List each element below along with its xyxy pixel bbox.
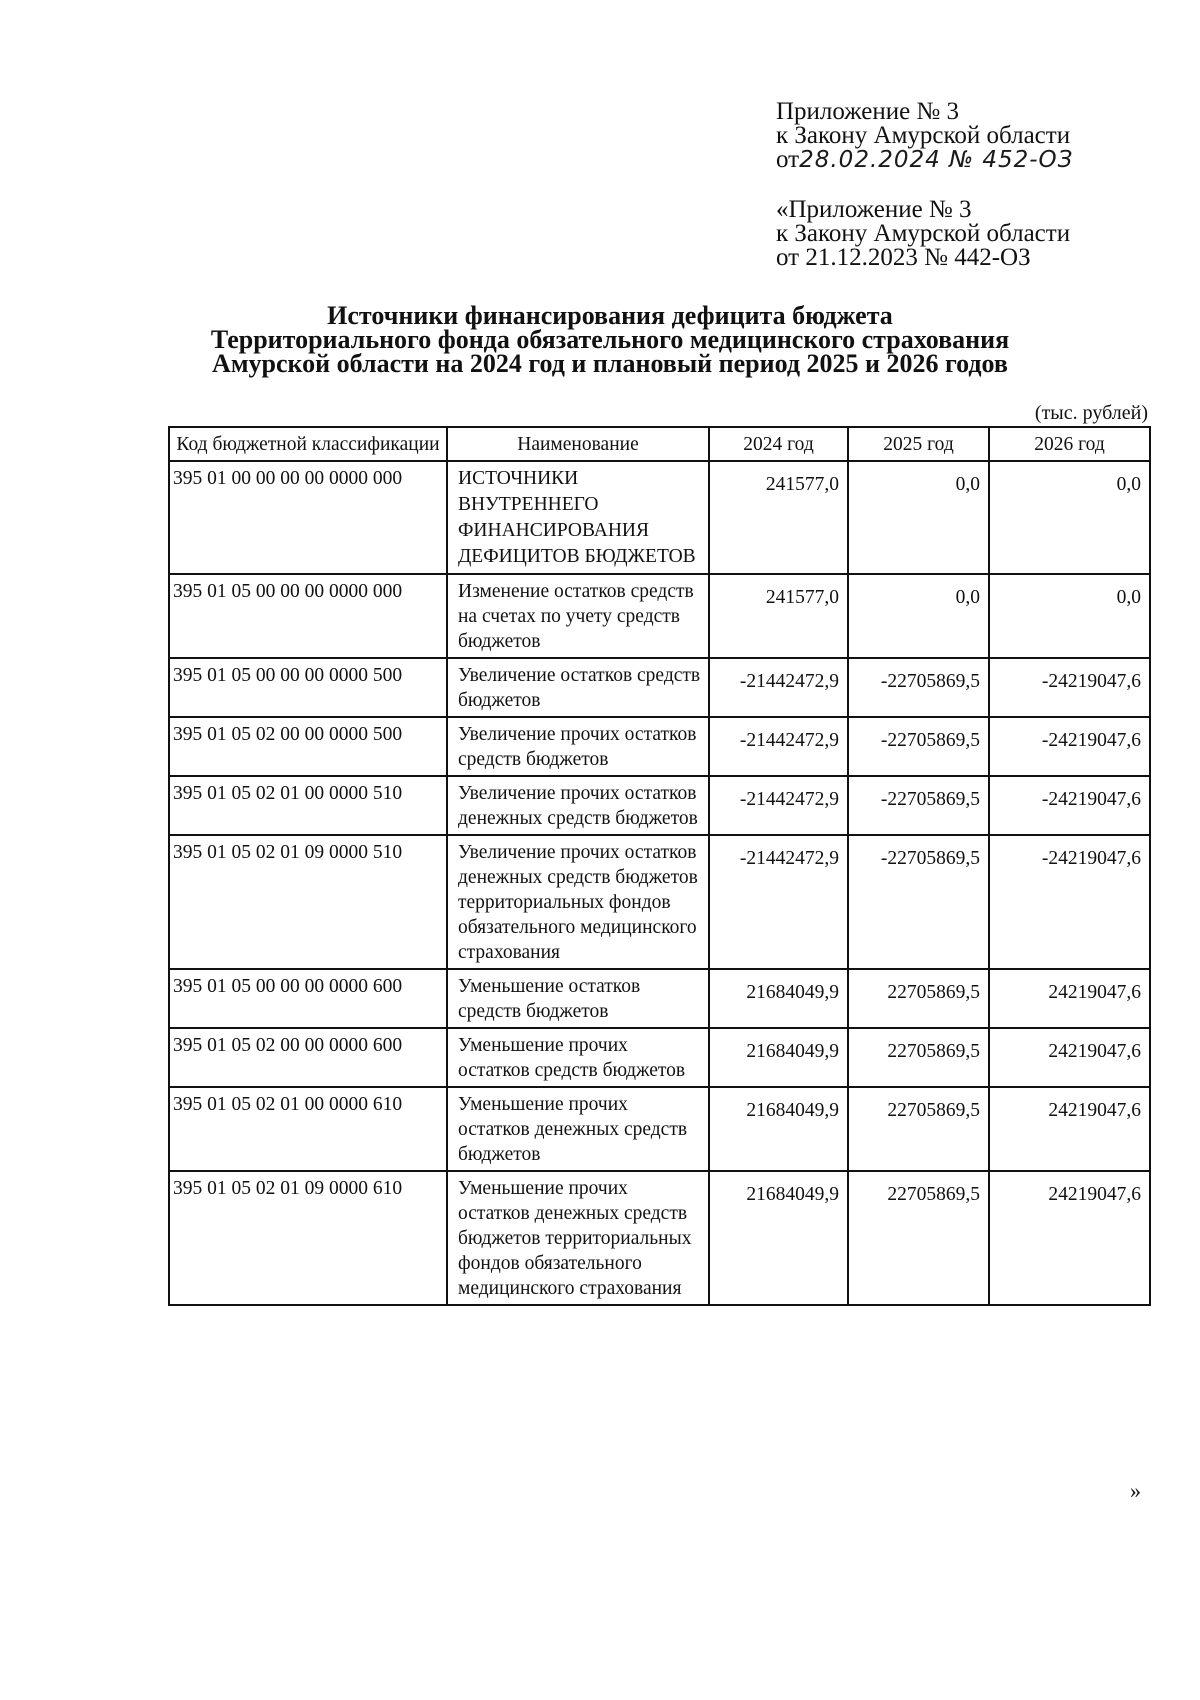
header-code: Код бюджетной классификации <box>169 427 447 461</box>
code-cell: 395 01 05 02 00 00 0000 500 <box>169 717 447 776</box>
table-row <box>169 776 1150 835</box>
appendix-previous-block <box>776 198 1070 270</box>
appendix-current-block <box>776 100 1073 172</box>
header-2025: 2025 год <box>848 427 989 461</box>
financing-sources-table <box>168 426 1151 1306</box>
code-cell: 395 01 00 00 00 00 0000 000 <box>169 461 447 574</box>
appendix-current-date-prefix: от <box>776 146 800 173</box>
name-cell: Увеличение прочих остатков средств бюджетов <box>447 717 709 776</box>
value-2026-cell: -24219047,6 <box>989 658 1150 717</box>
value-2025-cell: -22705869,5 <box>848 658 989 717</box>
name-cell: ИСТОЧНИКИ ВНУТРЕННЕГО ФИНАНСИРОВАНИЯ ДЕФИЦИТОВ БЮДЖЕТОВ <box>447 461 709 574</box>
value-2024-cell: -21442472,9 <box>709 835 848 969</box>
header-2024: 2024 год <box>709 427 848 461</box>
code-cell: 395 01 05 02 00 00 0000 600 <box>169 1028 447 1087</box>
appendix-previous-line1: «Приложение № 3 <box>776 196 972 223</box>
table-body <box>169 461 1150 1305</box>
title-line3: Амурской области на 2024 год и плановый период 2025 и 2026 годов <box>212 349 1008 378</box>
table-row <box>169 1028 1150 1087</box>
value-2026-cell: -24219047,6 <box>989 717 1150 776</box>
value-2025-cell: -22705869,5 <box>848 835 989 969</box>
document-title <box>140 301 1080 378</box>
handwritten-law-date-number: 28.02.2024 № 452-ОЗ <box>799 147 1074 173</box>
value-2026-cell: 24219047,6 <box>989 1171 1150 1305</box>
name-cell: Уменьшение остатков средств бюджетов <box>447 969 709 1028</box>
value-2026-cell: 0,0 <box>989 461 1150 574</box>
value-2025-cell: 22705869,5 <box>848 969 989 1028</box>
unit-label: (тыс. рублей) <box>1034 402 1148 424</box>
title-line2: Территориального фонда обязательного медицинского страхования <box>210 325 1010 354</box>
name-cell: Уменьшение прочих остатков денежных средств бюджетов территориальных фондов обязательного медицинского страхования <box>447 1171 709 1305</box>
value-2024-cell: 21684049,9 <box>709 1171 848 1305</box>
code-cell: 395 01 05 02 01 00 0000 610 <box>169 1087 447 1171</box>
name-cell: Уменьшение прочих остатков денежных средств бюджетов <box>447 1087 709 1171</box>
value-2026-cell: 24219047,6 <box>989 969 1150 1028</box>
code-cell: 395 01 05 00 00 00 0000 500 <box>169 658 447 717</box>
value-2024-cell: 241577,0 <box>709 461 848 574</box>
value-2024-cell: 21684049,9 <box>709 969 848 1028</box>
value-2025-cell: 22705869,5 <box>848 1171 989 1305</box>
value-2024-cell: 21684049,9 <box>709 1087 848 1171</box>
table-header-row <box>169 427 1150 461</box>
name-cell: Увеличение прочих остатков денежных средств бюджетов <box>447 776 709 835</box>
value-2026-cell: 24219047,6 <box>989 1028 1150 1087</box>
value-2026-cell: 24219047,6 <box>989 1087 1150 1171</box>
value-2025-cell: 0,0 <box>848 461 989 574</box>
code-cell: 395 01 05 00 00 00 0000 600 <box>169 969 447 1028</box>
table-row <box>169 658 1150 717</box>
value-2024-cell: 241577,0 <box>709 574 848 658</box>
table-row <box>169 835 1150 969</box>
value-2026-cell: -24219047,6 <box>989 776 1150 835</box>
table-row <box>169 1087 1150 1171</box>
name-cell: Увеличение прочих остатков денежных средств бюджетов территориальных фондов обязательного медицинского страхования <box>447 835 709 969</box>
name-cell: Изменение остатков средств на счетах по учету средств бюджетов <box>447 574 709 658</box>
code-cell: 395 01 05 02 01 09 0000 610 <box>169 1171 447 1305</box>
table-row <box>169 969 1150 1028</box>
appendix-previous-line2: к Закону Амурской области <box>776 220 1071 247</box>
value-2024-cell: -21442472,9 <box>709 717 848 776</box>
value-2025-cell: 22705869,5 <box>848 1087 989 1171</box>
header-2026: 2026 год <box>989 427 1150 461</box>
value-2024-cell: -21442472,9 <box>709 776 848 835</box>
closing-quote-mark: » <box>1130 1478 1141 1503</box>
appendix-previous-line3: от 21.12.2023 № 442-ОЗ <box>776 244 1031 271</box>
value-2024-cell: 21684049,9 <box>709 1028 848 1087</box>
table-row <box>169 717 1150 776</box>
value-2026-cell: -24219047,6 <box>989 835 1150 969</box>
appendix-current-line3 <box>776 148 1073 172</box>
value-2025-cell: 22705869,5 <box>848 1028 989 1087</box>
value-2024-cell: -21442472,9 <box>709 658 848 717</box>
code-cell: 395 01 05 00 00 00 0000 000 <box>169 574 447 658</box>
appendix-current-line1: Приложение № 3 <box>776 98 960 125</box>
appendix-current-line2: к Закону Амурской области <box>776 122 1071 149</box>
code-cell: 395 01 05 02 01 00 0000 510 <box>169 776 447 835</box>
value-2025-cell: 0,0 <box>848 574 989 658</box>
code-cell: 395 01 05 02 01 09 0000 510 <box>169 835 447 969</box>
header-name: Наименование <box>447 427 709 461</box>
name-cell: Уменьшение прочих остатков средств бюджетов <box>447 1028 709 1087</box>
table-row <box>169 461 1150 574</box>
value-2025-cell: -22705869,5 <box>848 776 989 835</box>
table-row <box>169 574 1150 658</box>
value-2026-cell: 0,0 <box>989 574 1150 658</box>
title-line1: Источники финансирования дефицита бюджета <box>327 301 893 330</box>
value-2025-cell: -22705869,5 <box>848 717 989 776</box>
name-cell: Увеличение остатков средств бюджетов <box>447 658 709 717</box>
table-row <box>169 1171 1150 1305</box>
